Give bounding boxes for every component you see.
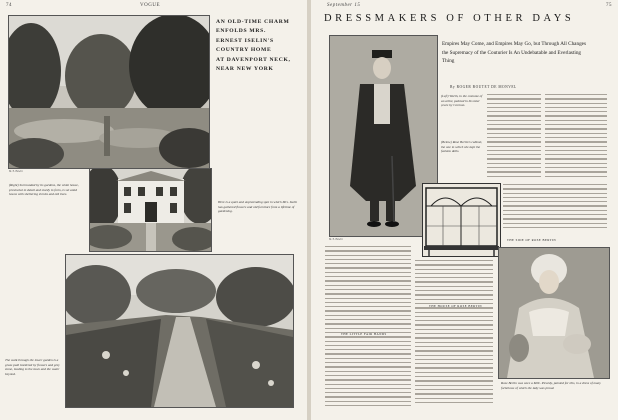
right-running-title: September 15 [327, 3, 361, 8]
article-deck: Empires May Come, and Empires May Go, but Through All Changes the Supremacy of the Couturier Is An Undebatable and Everlasting Thing [442, 41, 586, 65]
headline-line: ERNEST ISELIN'S [216, 37, 274, 44]
caption-house: Here is a quiet and unpretending spot in which Mrs. Iselin has gathered flowers and old furniture from a lifetime of gardening. [218, 200, 298, 213]
text-column-upper-middle [487, 94, 541, 180]
photo-credit-left: M. E. Hewitt [9, 170, 23, 173]
headline-line: ENFOLDS MRS. [216, 28, 267, 35]
text-column-upper-right [545, 94, 607, 180]
caption-lady: Rose Bertin was once a Mlle. Picardy, painted for this, in a dress of many furbelows of which the lady was proud. [501, 381, 601, 390]
caption-portrait: (Left) Worth, in the costume of an artist, painted in his later years by Cormon. [441, 94, 483, 107]
left-headline [216, 18, 304, 74]
caption-lower-garden: The walk through the lower garden is a grass path bordered by flowers and grey stone, leading to the lawn and the water beyond. [5, 358, 60, 376]
text-column-under-cabinet [503, 184, 607, 232]
subhead-side-of-rose-bertin: THE SIDE OF ROSE BERTIN [507, 238, 557, 242]
left-running-title: VOGUE [140, 3, 160, 8]
right-page-number: 75 [606, 3, 612, 8]
subhead-little-fair-hands: THE LITTLE FAIR HANDS [341, 332, 387, 336]
headline-line: AN OLD-TIME CHARM [216, 19, 290, 25]
headline-line: COUNTRY HOME [216, 47, 272, 54]
lady-portrait [498, 247, 610, 379]
text-column-lower-left [325, 246, 411, 414]
cabinet-illustration [422, 183, 501, 257]
garden-photo-top [8, 15, 210, 169]
right-page [311, 0, 618, 420]
left-page-number: 74 [6, 3, 12, 8]
article-title: DRESSMAKERS OF OTHER DAYS [324, 13, 575, 24]
headline-line: NEAR NEW YORK [216, 66, 274, 73]
headline-line: AT DAVENPORT NECK, [216, 56, 291, 63]
photo-credit-right: M. E. Hewitt [329, 238, 343, 241]
caption-cabinet: (Below) Rose Bertin's cabinet, the one in which she kept the fashion dolls. [441, 140, 483, 153]
article-byline: By ROGER BOUTET DE MONVEL [450, 85, 517, 89]
text-column-lower-middle [415, 260, 493, 414]
subhead-house-of-rose-bertin: THE HOUSE OF ROSE BERTIN [429, 304, 482, 308]
house-photo [89, 168, 212, 252]
left-page [0, 0, 307, 420]
caption-right-garden: (Right) Surrounded by its gardens, the white house, provincial in detail and sturdy in form, is set amid lawns with sheltering shrubs and old trees. [9, 183, 79, 196]
garden-walk-photo [65, 254, 294, 408]
